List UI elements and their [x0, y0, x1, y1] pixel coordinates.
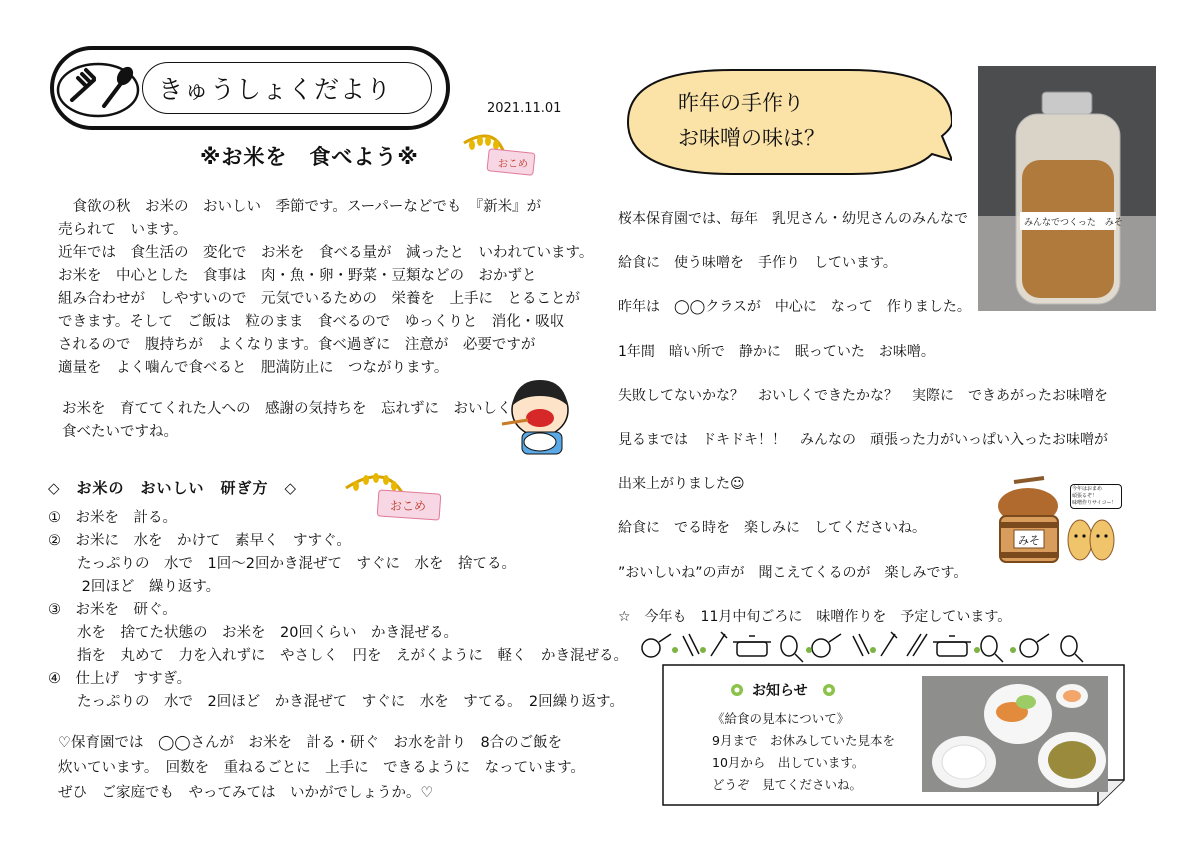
miso-barrel-illustration: [994, 476, 1064, 568]
thanks-paragraph: お米を 育ててくれた人への 感謝の気持ちを 忘れずに おいしく 食べたいですね。: [62, 401, 512, 440]
washing-method-heading: ◇ お米の おいしい 研ぎ方 ◇: [48, 479, 298, 497]
nursery-rice-paragraph: ♡保育園では ◯◯さんが お米を 計る・研ぐ お水を計り 8合のご飯を 炊いています。 回数を 重ねるごとに 上手に できるように なっています。 ぜひ ご家庭でも やってみては いかがでしょうか。♡: [58, 735, 585, 801]
notice-title: お知らせ: [752, 683, 808, 699]
jar-label: みんなでつくった みそ: [1024, 218, 1123, 228]
lunch-sample-photo: [922, 676, 1108, 792]
rice-heading: ※お米を 食べよう※: [200, 145, 419, 169]
washing-steps: ① お米を 計る。 ② お米に 水を かけて 素早く すすぐ。 たっぷりの 水で 1回～2回かき混ぜて すぐに 水を 捨てる。 2回ほど 繰り返す。 ③ お米を 研ぐ。 水を 捨てた状態の お米を 20回くらい かき混ぜる。 指を 丸めて 力を入れずに やさしく 円を えがくように 軽く かき混ぜる。 ④ 仕上げ すすぎ。 たっぷりの 水で 2回ほど かき混ぜて すぐに 水を すてる。 2回繰り返す。: [48, 510, 628, 710]
kitchen-utensils-border: [637, 628, 1087, 664]
rice-bag-label-2: おこめ: [390, 499, 427, 513]
miso-article: 桜本保育園では、毎年 乳児さん・幼児さんのみんなで 給食に 使う味噌を 手作り しています。 昨年は ◯◯クラスが 中心に なって 作りました。 1年間 暗い所で 静かに 眠っていた お味噌。 失敗してないかな？ おいしくできたかな？ 実際に できあがったお味噌を 見るまでは ドキドキ！！ みんなの 頑張った力がいっぱい入ったお味噌が 出来上がりました☺ 給食に でる時を 楽しみに してくださいね。 ”おいしいね”の声が 聞こえてくるのが 楽しみです。 ☆ 今年も 11月中旬ごろに 味噌作りを 予定しています。: [618, 211, 1108, 625]
intro-paragraph: 食欲の秋 お米の おいしい 季節です。スーパーなどでも 『新米』が 売られて います。 近年では 食生活の 変化で お米を 食べる量が 減ったと いわれています。 お米を 中心とした 食事は 肉・魚・卵・野菜・豆類などの おかずと 組み合わせが しやすいので 元気でいるための 栄養を 上手に とることが できます。そして ご飯は 粒のまま 食べるので ゆっくりと 消化・吸収 されるので 腹持ちが よくなります。食べ過ぎに 注意が 必要ですが 適量を よく噛んで食べると 肥満防止に つながります。: [58, 199, 594, 376]
flower-icon: [730, 683, 744, 697]
notice-body: 《給食の見本について》 9月まで お休みしていた見本を 10月から 出しています。 どうぞ 見てくださいね。: [712, 711, 895, 792]
newsletter-title: きゅうしょくだより: [158, 75, 393, 104]
fork-spoon-icon: [52, 56, 144, 122]
bean-speech-bubble: 今年はおまめ 頑張るぞ！ 味噌作りサイコー！: [1070, 484, 1122, 509]
issue-date: 2021.11.01: [487, 101, 562, 116]
barrel-label: みそ: [1018, 534, 1040, 547]
flower-icon: [822, 683, 836, 697]
rice-bag-illustration: [458, 133, 538, 181]
miso-headline: 昨年の手作り お味噌の味は？: [678, 91, 825, 150]
boy-eating-illustration: [498, 376, 582, 458]
rice-bag-label: おこめ: [498, 159, 528, 170]
